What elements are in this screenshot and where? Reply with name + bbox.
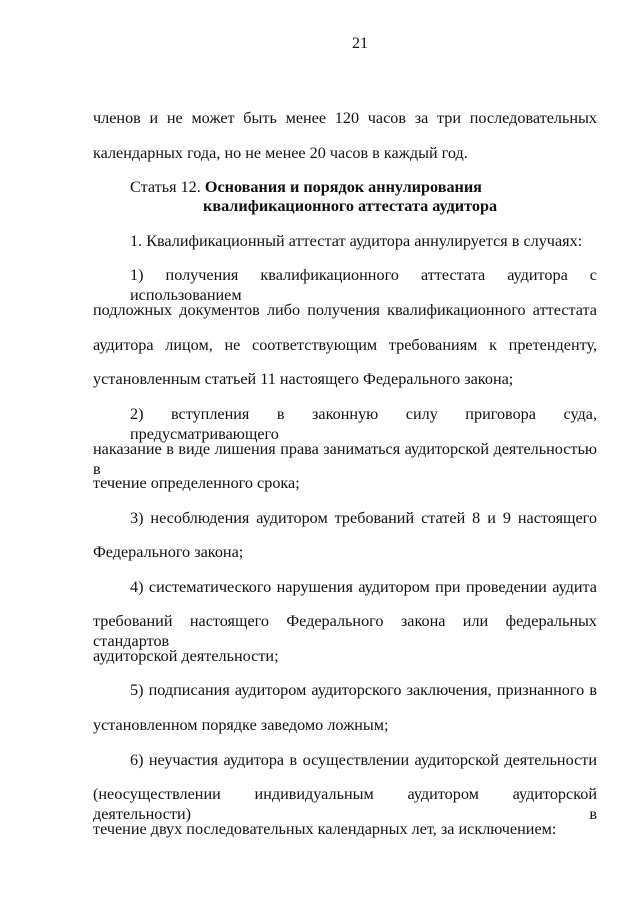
text-line: 4) систематического нарушения аудитором при проведении аудита — [130, 578, 597, 596]
article-heading — [130, 177, 634, 197]
text-line: наказание в виде лишения права заниматься аудиторской деятельностью в — [93, 440, 597, 478]
text-line: 3) несоблюдения аудитором требований статей 8 и 9 настоящего — [130, 509, 597, 527]
article-title-continued: квалификационного аттестата аудитора — [203, 197, 498, 215]
text-line: Федерального закона; — [93, 543, 244, 561]
page-number: 21 — [352, 35, 368, 52]
text-line: течение определенного срока; — [93, 474, 300, 492]
text-line: аудиторской деятельности; — [93, 647, 279, 665]
text-line: требований настоящего Федерального закона или федеральных стандартов — [93, 612, 597, 650]
text-line: 6) неучастия аудитора в осуществлении аудиторской деятельности — [130, 751, 597, 769]
text-line: 1) получения квалификационного аттестата аудитора с использованием — [130, 266, 597, 304]
text-line: 2) вступления в законную силу приговора суда, предусматривающего — [130, 405, 597, 443]
text-line: 1. Квалификационный аттестат аудитора аннулируется в случаях: — [130, 232, 583, 250]
text-line: (неосуществлении индивидуальным аудитором аудиторской деятельности) в — [93, 785, 597, 823]
text-line: течение двух последовательных календарных лет, за исключением: — [93, 820, 557, 838]
text-line: подложных документов либо получения квалификационного аттестата — [93, 301, 597, 319]
article-title: Основания и порядок аннулирования — [204, 178, 482, 196]
text-line: членов и не может быть менее 120 часов за три последовательных — [93, 109, 597, 127]
text-line: 5) подписания аудитором аудиторского заключения, признанного в — [130, 681, 597, 699]
text-line: установленном порядке заведомо ложным; — [93, 716, 389, 734]
text-line: календарных года, но не менее 20 часов в каждый год. — [93, 144, 468, 162]
article-label: Статья 12. — [130, 178, 201, 196]
text-line: установленным статьей 11 настоящего Федерального закона; — [93, 370, 514, 388]
text-line: аудитора лицом, не соответствующим требованиям к претенденту, — [93, 336, 597, 354]
